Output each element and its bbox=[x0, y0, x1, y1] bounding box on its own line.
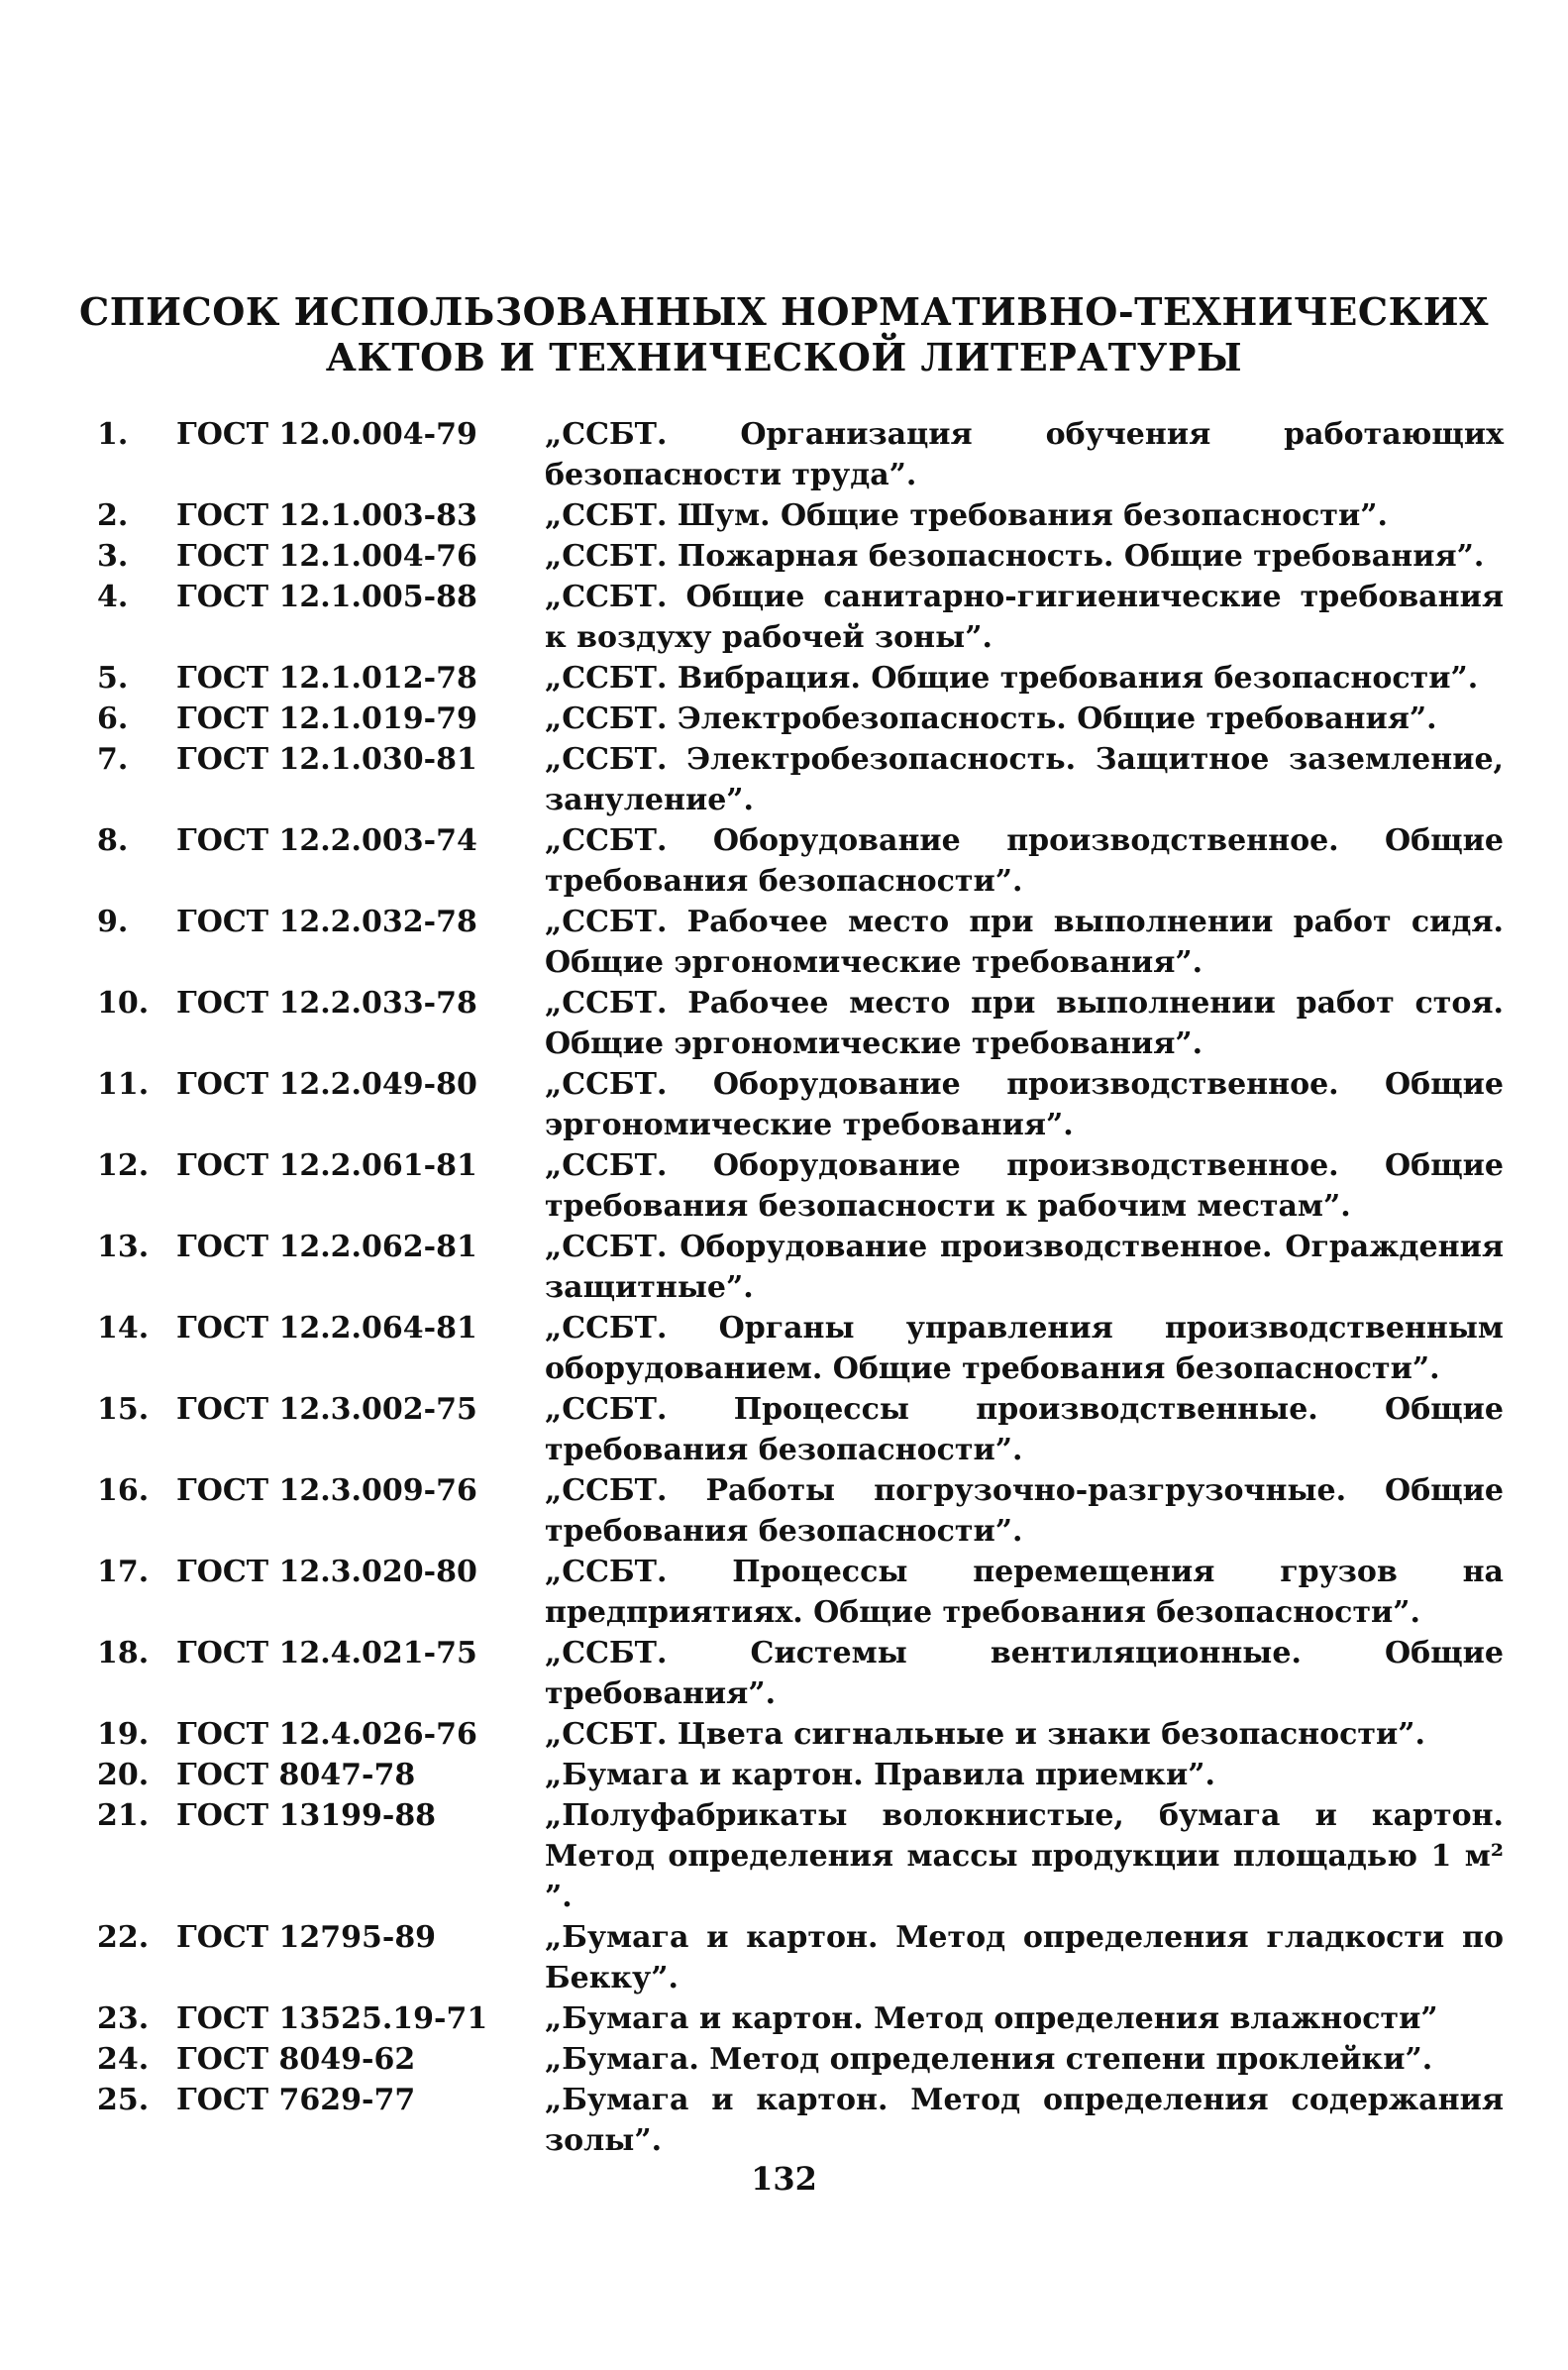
reference-list bbox=[97, 414, 1504, 2161]
list-item bbox=[97, 902, 1504, 983]
item-number: 21. bbox=[97, 1798, 150, 1833]
list-item bbox=[97, 536, 1504, 577]
standard-title: „ССБТ. Организация обучения работающих безопасности труда”. bbox=[545, 417, 1504, 492]
item-number: 3. bbox=[97, 539, 129, 574]
item-number: 15. bbox=[97, 1392, 150, 1427]
item-number: 18. bbox=[97, 1636, 150, 1670]
standard-title: „ССБТ. Оборудование производственное. Общие требования безопасности”. bbox=[545, 823, 1504, 899]
standard-title: „ССБТ. Электробезопасность. Общие требования”. bbox=[545, 701, 1437, 736]
list-item bbox=[97, 1308, 1504, 1389]
item-number: 5. bbox=[97, 661, 129, 696]
list-item bbox=[97, 1755, 1504, 1795]
standard-code: ГОСТ 12.2.033-78 bbox=[176, 986, 477, 1021]
standard-code: ГОСТ 8047-78 bbox=[176, 1758, 416, 1792]
list-item bbox=[97, 983, 1504, 1064]
standard-code: ГОСТ 7629-77 bbox=[176, 2083, 416, 2117]
list-item bbox=[97, 1714, 1504, 1755]
item-number: 16. bbox=[97, 1473, 150, 1508]
list-item bbox=[97, 577, 1504, 658]
standard-title: „Бумага и картон. Правила приемки”. bbox=[545, 1758, 1215, 1792]
standard-code: ГОСТ 12.2.061-81 bbox=[176, 1148, 477, 1183]
title-line-2: АКТОВ И ТЕХНИЧЕСКОЙ ЛИТЕРАТУРЫ bbox=[325, 335, 1243, 379]
standard-code: ГОСТ 12.1.030-81 bbox=[176, 742, 477, 777]
item-number: 11. bbox=[97, 1067, 150, 1102]
item-number: 24. bbox=[97, 2042, 150, 2077]
item-number: 20. bbox=[97, 1758, 150, 1792]
standard-title: „ССБТ. Процессы производственные. Общие требования безопасности”. bbox=[545, 1392, 1504, 1467]
standard-title: „Бумага и картон. Метод определения гладкости по Бекку”. bbox=[545, 1920, 1504, 1995]
standard-title: „ССБТ. Пожарная безопасность. Общие требования”. bbox=[545, 539, 1485, 574]
standard-code: ГОСТ 12.1.019-79 bbox=[176, 701, 477, 736]
standard-title: „Бумага и картон. Метод определения влажности” bbox=[545, 2001, 1438, 2036]
standard-code: ГОСТ 12.2.064-81 bbox=[176, 1311, 477, 1346]
list-item bbox=[97, 1389, 1504, 1470]
standard-title: „ССБТ. Рабочее место при выполнении работ сидя. Общие эргономические требования”. bbox=[545, 905, 1504, 980]
standard-title: „ССБТ. Электробезопасность. Защитное заземление, зануление”. bbox=[545, 742, 1504, 817]
standard-title: „ССБТ. Вибрация. Общие требования безопасности”. bbox=[545, 661, 1479, 696]
item-number: 13. bbox=[97, 1230, 150, 1264]
standard-title: „Бумага и картон. Метод определения содержания золы”. bbox=[545, 2083, 1504, 2158]
standard-title: „ССБТ. Оборудование производственное. Ограждения защитные”. bbox=[545, 1230, 1504, 1305]
list-item bbox=[97, 1917, 1504, 1998]
list-item bbox=[97, 1064, 1504, 1145]
item-number: 6. bbox=[97, 701, 129, 736]
standard-code: ГОСТ 12.3.009-76 bbox=[176, 1473, 477, 1508]
standard-code: ГОСТ 12.1.004-76 bbox=[176, 539, 477, 574]
standard-title: „ССБТ. Рабочее место при выполнении работ стоя. Общие эргономические требования”. bbox=[545, 986, 1504, 1061]
standard-title: „ССБТ. Цвета сигнальные и знаки безопасности”. bbox=[545, 1717, 1425, 1752]
list-item bbox=[97, 820, 1504, 902]
standard-code: ГОСТ 12.3.002-75 bbox=[176, 1392, 477, 1427]
standard-title: „ССБТ. Системы вентиляционные. Общие требования”. bbox=[545, 1636, 1504, 1711]
item-number: 7. bbox=[97, 742, 129, 777]
list-item bbox=[97, 414, 1504, 495]
list-item bbox=[97, 699, 1504, 739]
standard-code: ГОСТ 12.4.021-75 bbox=[176, 1636, 477, 1670]
standard-code: ГОСТ 12.4.026-76 bbox=[176, 1717, 477, 1752]
item-number: 2. bbox=[97, 498, 129, 533]
list-item bbox=[97, 495, 1504, 536]
item-number: 9. bbox=[97, 905, 129, 939]
standard-code: ГОСТ 12.1.005-88 bbox=[176, 580, 477, 614]
standard-code: ГОСТ 12.2.062-81 bbox=[176, 1230, 477, 1264]
list-item bbox=[97, 1145, 1504, 1227]
item-number: 23. bbox=[97, 2001, 150, 2036]
item-number: 22. bbox=[97, 1920, 150, 1955]
item-number: 17. bbox=[97, 1555, 150, 1589]
standard-title: „ССБТ. Оборудование производственное. Общие эргономические требования”. bbox=[545, 1067, 1504, 1142]
standard-title: „ССБТ. Общие санитарно-гигиенические требования к воздуху рабочей зоны”. bbox=[545, 580, 1504, 655]
standard-code: ГОСТ 12795-89 bbox=[176, 1920, 437, 1955]
standard-code: ГОСТ 12.1.003-83 bbox=[176, 498, 477, 533]
list-item bbox=[97, 1552, 1504, 1633]
list-item bbox=[97, 1227, 1504, 1308]
item-number: 8. bbox=[97, 823, 129, 858]
standard-title: „ССБТ. Процессы перемещения грузов на предприятиях. Общие требования безопасности”. bbox=[545, 1555, 1504, 1630]
item-number: 4. bbox=[97, 580, 129, 614]
item-number: 14. bbox=[97, 1311, 150, 1346]
standard-code: ГОСТ 13525.19-71 bbox=[176, 2001, 488, 2036]
list-item bbox=[97, 1633, 1504, 1714]
item-number: 25. bbox=[97, 2083, 150, 2117]
item-number: 12. bbox=[97, 1148, 150, 1183]
standard-title: „ССБТ. Органы управления производственным оборудованием. Общие требования безопасности”. bbox=[545, 1311, 1504, 1386]
list-item bbox=[97, 658, 1504, 699]
standard-code: ГОСТ 12.0.004-79 bbox=[176, 417, 477, 452]
standard-title: „ССБТ. Оборудование производственное. Общие требования безопасности к рабочим местам”. bbox=[545, 1148, 1504, 1224]
item-number: 19. bbox=[97, 1717, 150, 1752]
page-title bbox=[0, 289, 1568, 380]
standard-code: ГОСТ 12.2.032-78 bbox=[176, 905, 477, 939]
list-item bbox=[97, 2039, 1504, 2080]
item-number: 10. bbox=[97, 986, 150, 1021]
standard-code: ГОСТ 8049-62 bbox=[176, 2042, 416, 2077]
standard-title: „Полуфабрикаты волокнистые, бумага и картон. Метод определения массы продукции площадью 1 м² ”. bbox=[545, 1798, 1504, 1914]
page-number: 132 bbox=[751, 2160, 817, 2198]
standard-code: ГОСТ 12.3.020-80 bbox=[176, 1555, 477, 1589]
list-item bbox=[97, 1998, 1504, 2039]
list-item bbox=[97, 1470, 1504, 1552]
standard-code: ГОСТ 12.2.049-80 bbox=[176, 1067, 477, 1102]
title-line-1: СПИСОК ИСПОЛЬЗОВАННЫХ НОРМАТИВНО-ТЕХНИЧЕСКИХ bbox=[78, 289, 1490, 334]
standard-title: „ССБТ. Шум. Общие требования безопасности”. bbox=[545, 498, 1388, 533]
item-number: 1. bbox=[97, 417, 129, 452]
list-item bbox=[97, 739, 1504, 820]
standard-code: ГОСТ 13199-88 bbox=[176, 1798, 437, 1833]
list-item bbox=[97, 1795, 1504, 1917]
standard-title: „ССБТ. Работы погрузочно-разгрузочные. Общие требования безопасности”. bbox=[545, 1473, 1504, 1549]
list-item bbox=[97, 2080, 1504, 2161]
standard-code: ГОСТ 12.2.003-74 bbox=[176, 823, 477, 858]
standard-title: „Бумага. Метод определения степени проклейки”. bbox=[545, 2042, 1433, 2077]
standard-code: ГОСТ 12.1.012-78 bbox=[176, 661, 477, 696]
